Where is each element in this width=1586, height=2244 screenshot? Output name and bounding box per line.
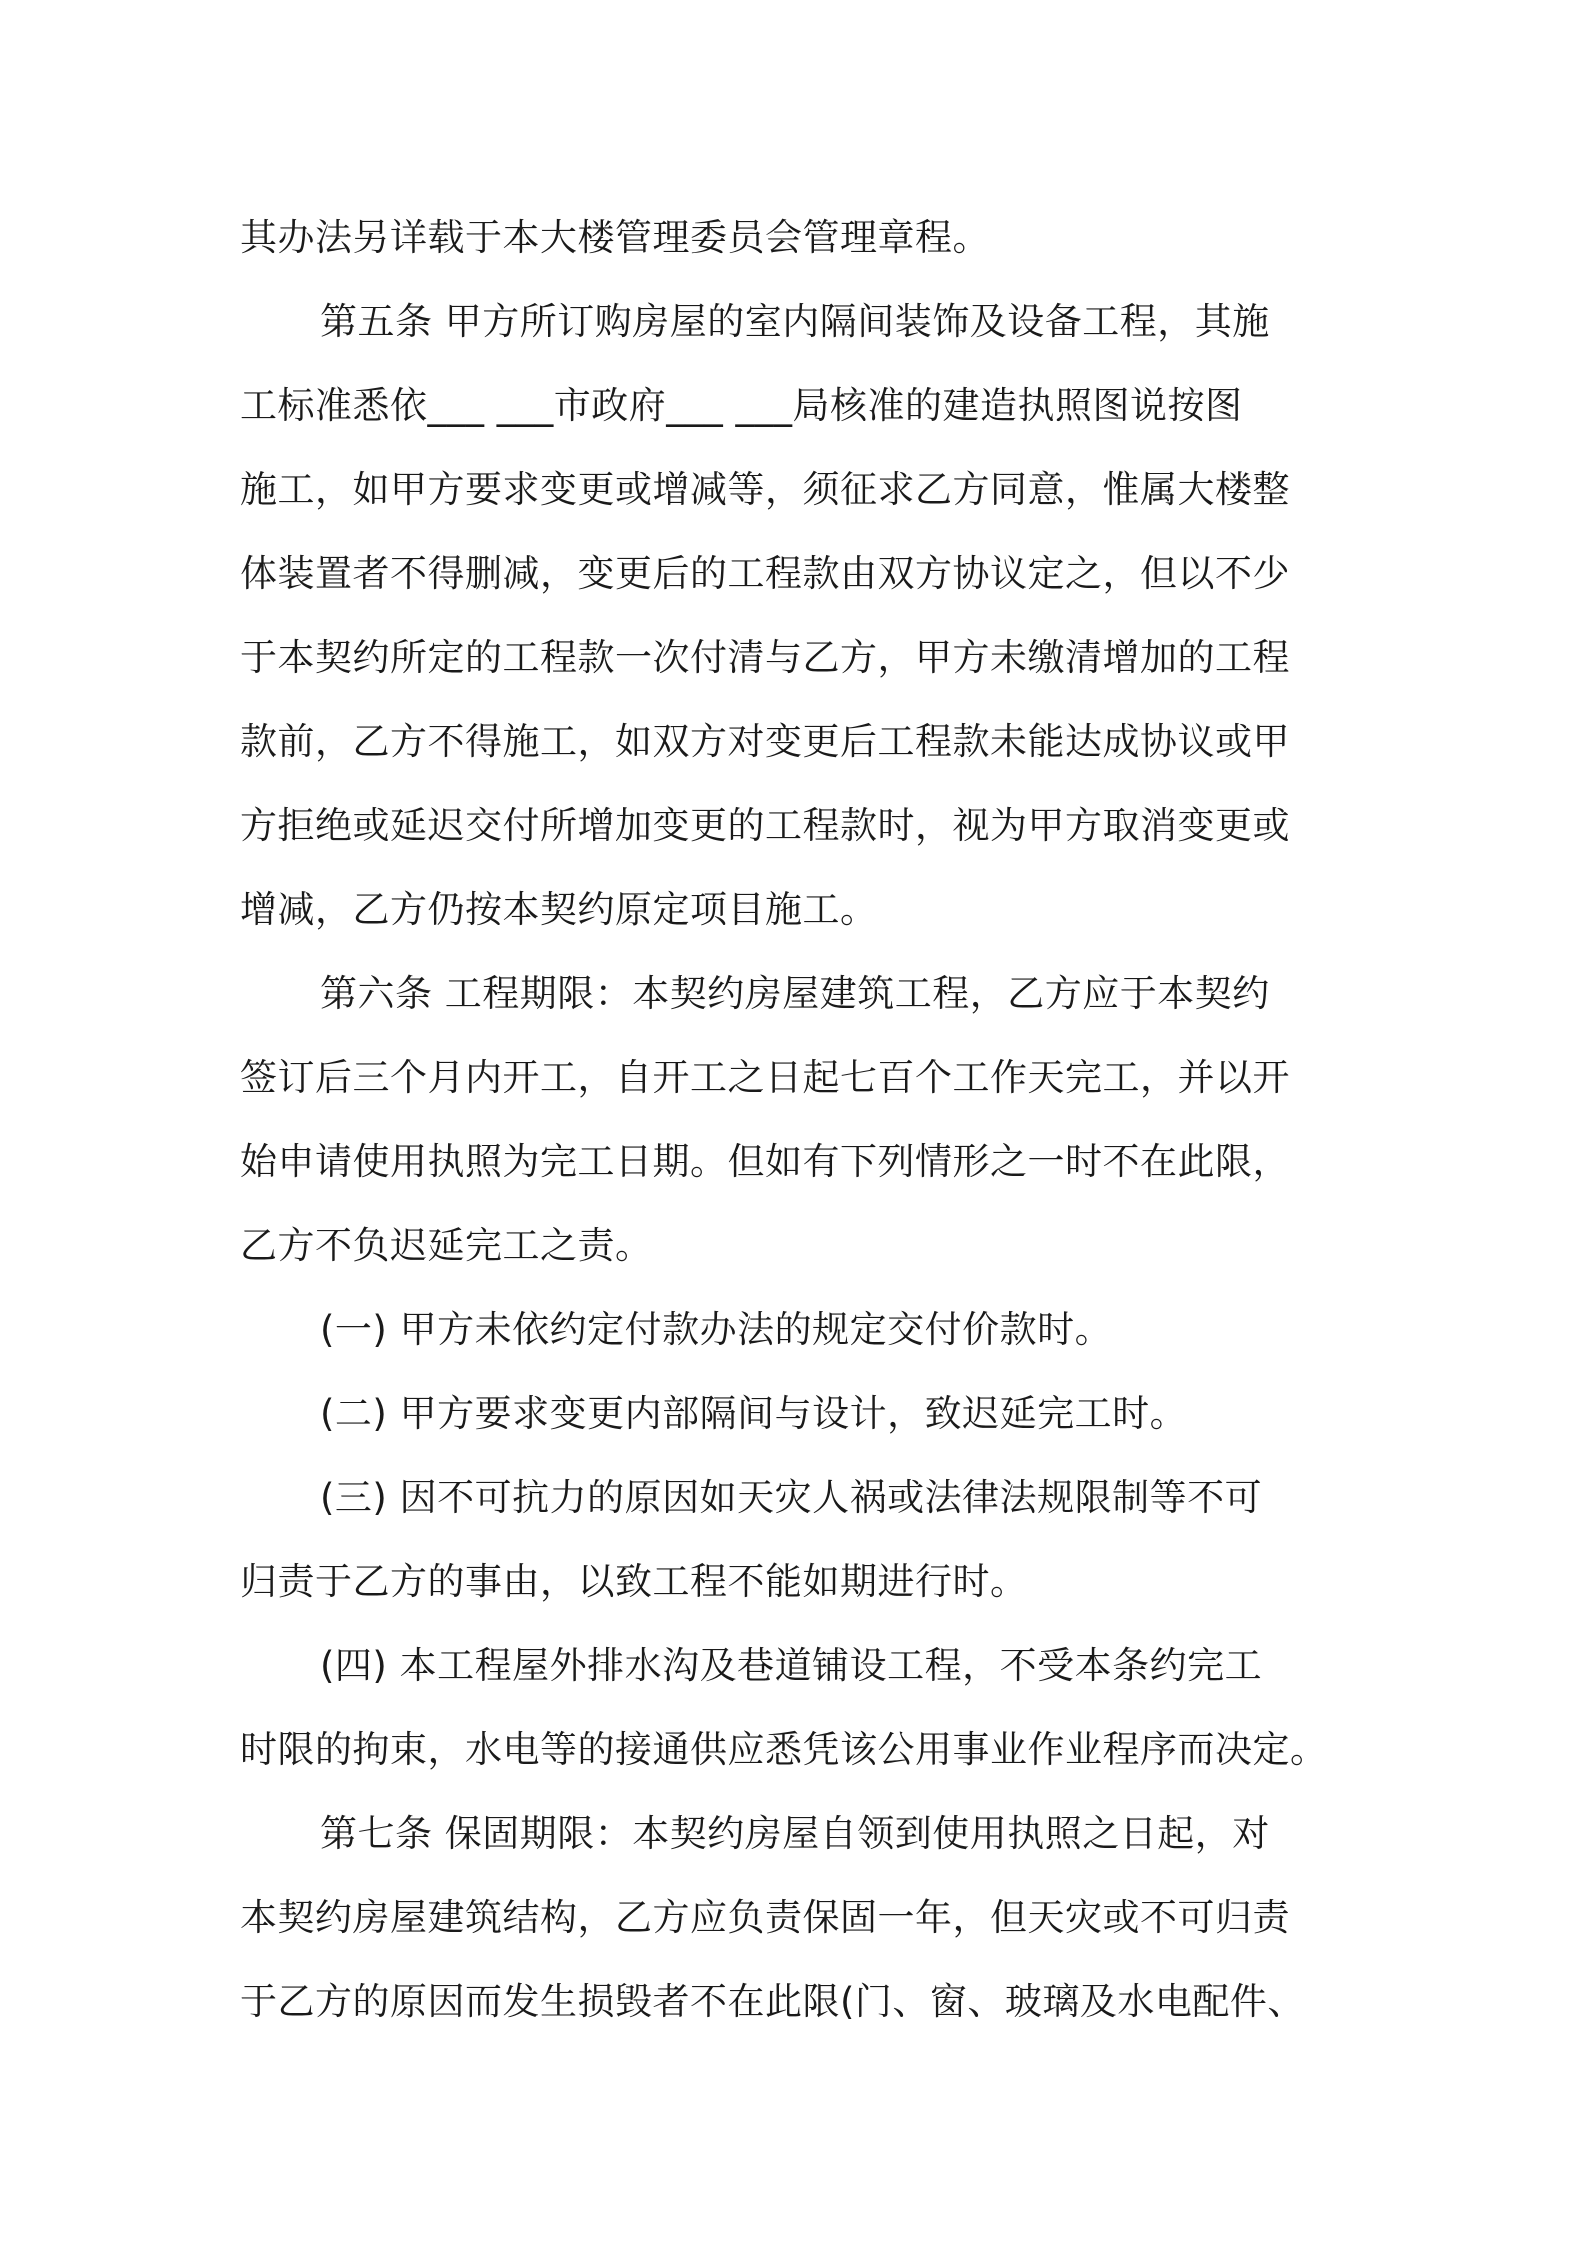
list-item-3: (三) 因不可抗力的原因如天灾人祸或法律法规限制等不可 [320,1476,1263,1519]
text-line: 施工，如甲方要求变更或增减等，须征求乙方同意，惟属大楼整 [240,468,1290,511]
text-line: 乙方不负迟延完工之责。 [240,1224,653,1267]
text-line: 工标准悉依___ ___市政府___ ___局核准的建造执照图说按图 [240,384,1243,427]
text-line: 签订后三个月内开工，自开工之日起七百个工作天完工，并以开 [240,1056,1290,1099]
contract-text [240,196,1370,2044]
text-line: 于乙方的原因而发生损毁者不在此限(门、窗、玻璃及水电配件、 [240,1980,1305,2023]
text-line: 方拒绝或延迟交付所增加变更的工程款时，视为甲方取消变更或 [240,804,1290,847]
list-item-2: (二) 甲方要求变更内部隔间与设计，致迟延完工时。 [320,1392,1188,1435]
text-line: 归责于乙方的事由，以致工程不能如期进行时。 [240,1560,1028,1603]
text-line: 本契约房屋建筑结构，乙方应负责保固一年，但天灾或不可归责 [240,1896,1290,1939]
text-line: 时限的拘束，水电等的接通供应悉凭该公用事业作业程序而决定。 [240,1728,1328,1771]
text-line: 其办法另详载于本大楼管理委员会管理章程。 [240,216,990,259]
clause-7-heading-line: 第七条 保固期限：本契约房屋自领到使用执照之日起，对 [320,1812,1270,1855]
text-line: 始申请使用执照为完工日期。但如有下列情形之一时不在此限， [240,1140,1290,1183]
list-item-1: (一) 甲方未依约定付款办法的规定交付价款时。 [320,1308,1113,1351]
text-line: 于本契约所定的工程款一次付清与乙方，甲方未缴清增加的工程 [240,636,1290,679]
list-item-4: (四) 本工程屋外排水沟及巷道铺设工程，不受本条约完工 [320,1644,1263,1687]
text-line: 体装置者不得删减，变更后的工程款由双方协议定之，但以不少 [240,552,1290,595]
text-line: 增减，乙方仍按本契约原定项目施工。 [240,888,878,931]
text-line: 款前，乙方不得施工，如双方对变更后工程款未能达成协议或甲 [240,720,1290,763]
clause-6-heading-line: 第六条 工程期限：本契约房屋建筑工程，乙方应于本契约 [320,972,1270,1015]
clause-5-heading-line: 第五条 甲方所订购房屋的室内隔间装饰及设备工程，其施 [320,300,1270,343]
